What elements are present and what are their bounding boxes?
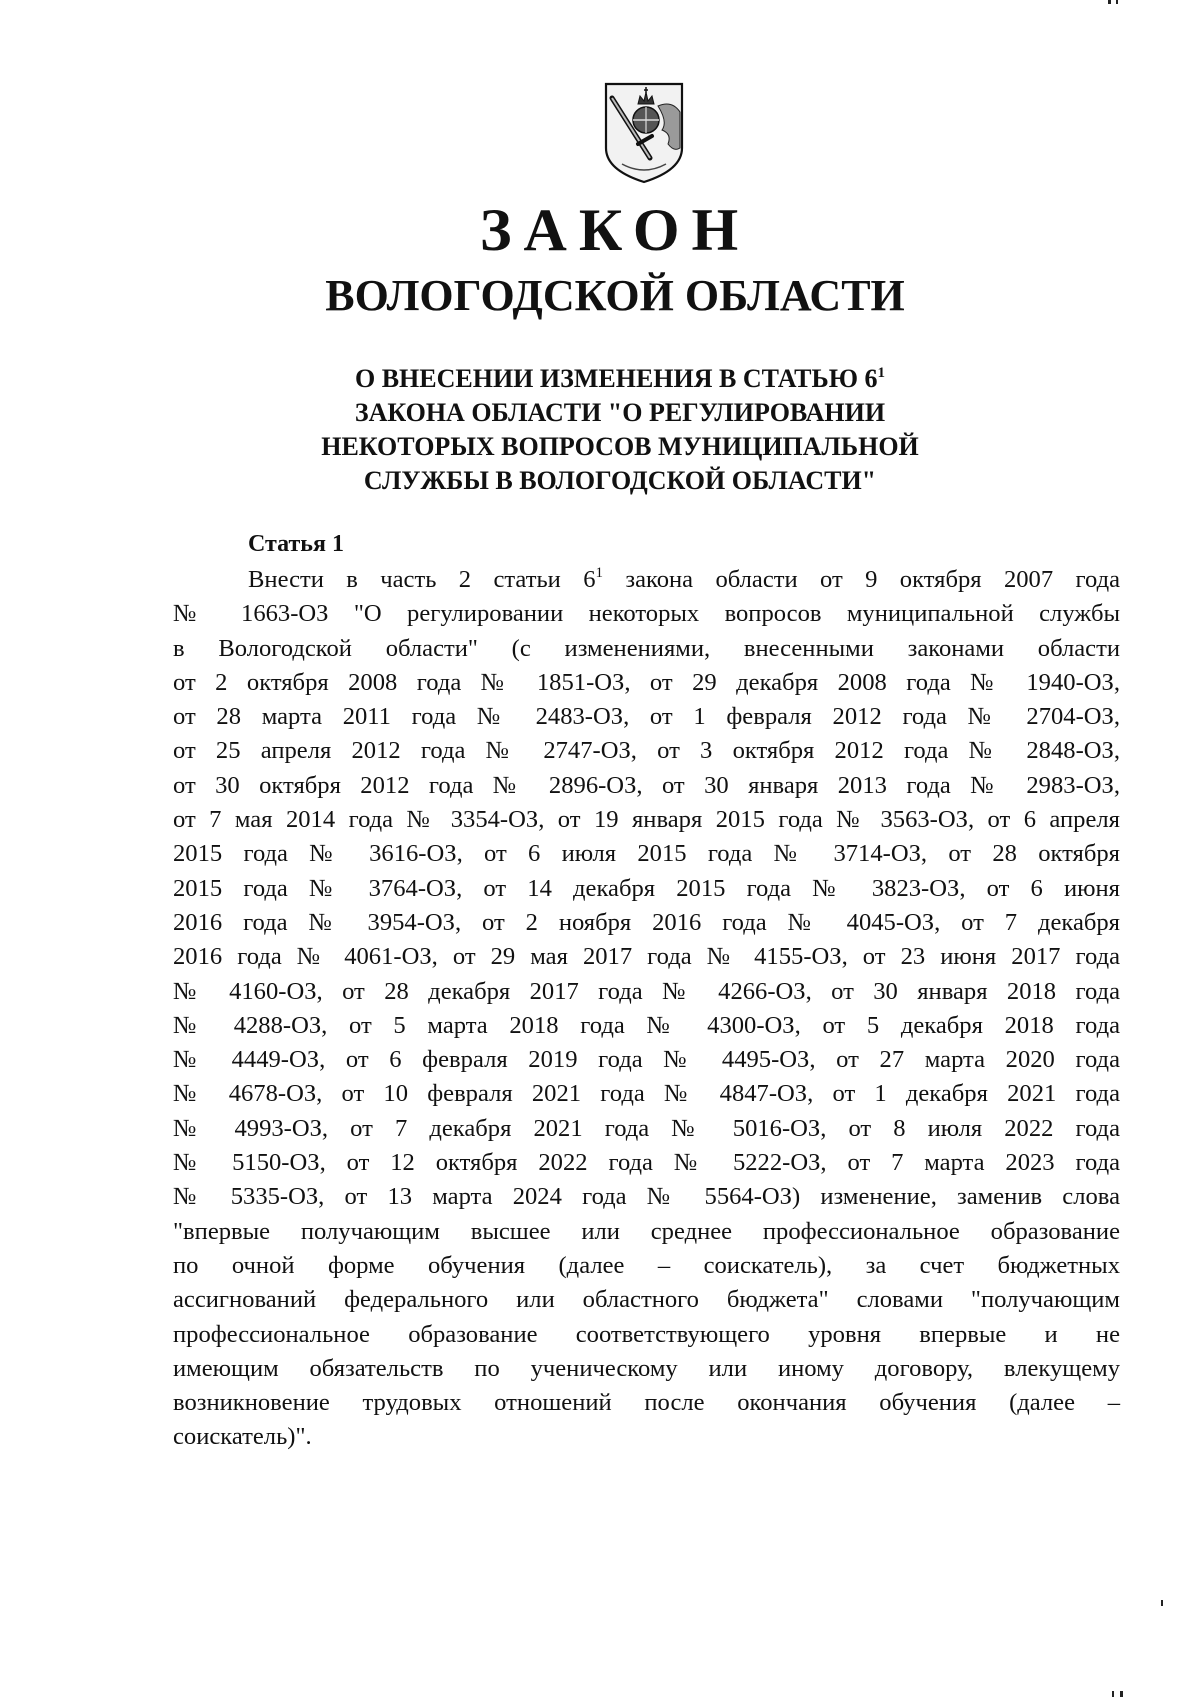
scan-mark <box>1161 1600 1163 1606</box>
article-line: профессиональное образование соответствующего уровня впервые и не <box>173 1320 1120 1348</box>
article-line: соискатель)". <box>173 1423 312 1451</box>
article-line: ассигнований федерального или областного бюджета" словами "получающим <box>173 1286 1120 1314</box>
law-title-line: НЕКОТОРЫХ ВОПРОСОВ МУНИЦИПАЛЬНОЙ <box>321 432 919 461</box>
article-line: в Вологодской области" (с изменениями, внесенными законами области <box>173 634 1120 662</box>
article-line: № 4288-ОЗ, от 5 марта 2018 года № 4300-ОЗ, от 5 декабря 2018 года <box>173 1011 1120 1039</box>
article-heading: Статья 1 <box>248 531 344 557</box>
article-line: имеющим обязательств по ученическому или иному договору, влекущему <box>173 1354 1120 1382</box>
article-line: № 4993-ОЗ, от 7 декабря 2021 года № 5016-ОЗ, от 8 июля 2022 года <box>173 1114 1120 1142</box>
article-line: от 30 октября 2012 года № 2896-ОЗ, от 30 января 2013 года № 2983-ОЗ, <box>173 771 1120 799</box>
law-title-line: СЛУЖБЫ В ВОЛОГОДСКОЙ ОБЛАСТИ" <box>363 466 877 495</box>
article-line: по очной форме обучения (далее – соискатель), за счет бюджетных <box>173 1251 1120 1279</box>
scan-mark <box>1120 1691 1123 1697</box>
law-title-line: ЗАКОНА ОБЛАСТИ "О РЕГУЛИРОВАНИИ <box>354 398 886 427</box>
article-line: возникновение трудовых отношений после окончания обучения (далее – <box>173 1389 1120 1417</box>
scan-mark <box>1112 1691 1114 1697</box>
article-line: № 5335-ОЗ, от 13 марта 2024 года № 5564-ОЗ) изменение, заменив слова <box>173 1183 1120 1211</box>
superscript: 1 <box>877 365 885 381</box>
scan-mark <box>1116 0 1118 4</box>
region-title: ВОЛОГОДСКОЙ ОБЛАСТИ <box>325 271 905 320</box>
article-line: № 4678-ОЗ, от 10 февраля 2021 года № 4847-ОЗ, от 1 декабря 2021 года <box>173 1080 1120 1108</box>
scan-mark <box>1108 0 1111 4</box>
law-title-line: О ВНЕСЕНИИ ИЗМЕНЕНИЯ В СТАТЬЮ $6^1$ <box>354 364 885 393</box>
article-body <box>173 563 1120 1455</box>
article-line: от 2 октября 2008 года № 1851-ОЗ, от 29 декабря 2008 года № 1940-ОЗ, <box>173 668 1120 696</box>
article-line: 2015 года № 3616-ОЗ, от 6 июля 2015 года № 3714-ОЗ, от 28 октября <box>173 840 1120 868</box>
article-line: № 4449-ОЗ, от 6 февраля 2019 года № 4495-ОЗ, от 27 марта 2020 года <box>173 1046 1120 1074</box>
article-line: Внести в часть 2 статьи $6^1$ закона области от 9 октября 2007 года <box>248 565 1120 593</box>
article-line: 2016 года № 3954-ОЗ, от 2 ноября 2016 года № 4045-ОЗ, от 7 декабря <box>173 908 1120 936</box>
article-line: 2016 года № 4061-ОЗ, от 29 мая 2017 года № 4155-ОЗ, от 23 июня 2017 года <box>173 943 1120 971</box>
article-line: от 25 апреля 2012 года № 2747-ОЗ, от 3 октября 2012 года № 2848-ОЗ, <box>173 737 1120 765</box>
article-line: от 28 марта 2011 года № 2483-ОЗ, от 1 февраля 2012 года № 2704-ОЗ, <box>173 703 1120 731</box>
article-line: № 5150-ОЗ, от 12 октября 2022 года № 5222-ОЗ, от 7 марта 2023 года <box>173 1149 1120 1177</box>
superscript: 1 <box>595 565 604 581</box>
coat-of-arms-icon <box>602 78 686 186</box>
article-line: от 7 мая 2014 года № 3354-ОЗ, от 19 января 2015 года № 3563-ОЗ, от 6 апреля <box>173 806 1120 834</box>
article-line: 2015 года № 3764-ОЗ, от 14 декабря 2015 года № 3823-ОЗ, от 6 июня <box>173 874 1120 902</box>
document-type-title: ЗАКОН <box>479 197 751 263</box>
article-line: № 4160-ОЗ, от 28 декабря 2017 года № 4266-ОЗ, от 30 января 2018 года <box>173 977 1120 1005</box>
law-title <box>0 362 1200 498</box>
article-line: № 1663-ОЗ "О регулировании некоторых вопросов муниципальной службы <box>173 600 1120 628</box>
article-line: "впервые получающим высшее или среднее профессиональное образование <box>173 1217 1120 1245</box>
